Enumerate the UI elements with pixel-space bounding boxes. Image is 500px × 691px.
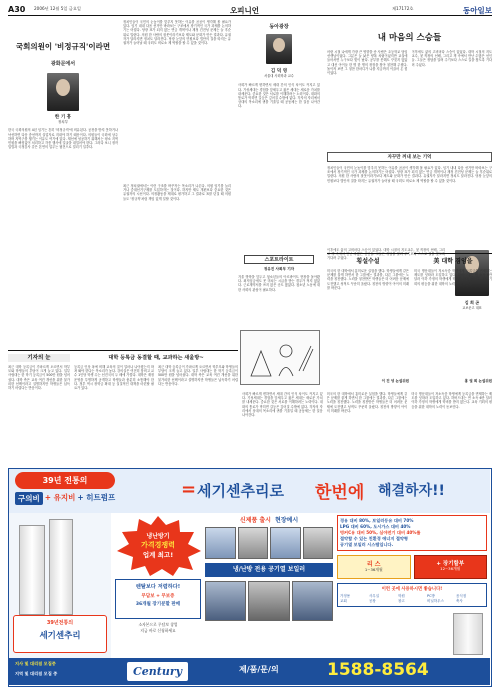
install-label: + 장기할부	[436, 561, 465, 567]
writer-title: 서울대 사회학과 교수	[264, 74, 294, 78]
center-title-1: 신제품 출시	[239, 517, 271, 524]
brand-3: + 히트펌프	[77, 493, 116, 502]
checklist-item: 창고	[398, 599, 405, 604]
column-tuition	[74, 354, 238, 464]
column-4	[327, 20, 492, 245]
section-title: 오피니언	[230, 6, 259, 15]
checklist-item: 음식점	[456, 594, 467, 598]
rental-title: 렌탈보다 저렴하다!	[135, 584, 181, 590]
ad-badge: 39년 전통의	[15, 472, 115, 489]
center-title-2: 현장예시	[274, 517, 299, 524]
column-3	[238, 20, 320, 248]
column-3-body-3: 미국의 한 대학에서 흥미로운 실험을 했다. 학생들에게 같은 문제를 풀게 하면서 한 그룹에는 결과를, 다른 그룹에는 노력을 칭찬했다. 노력을 칭찬받은 학생들은 더 어려운 문제에 도전했고 성적도 꾸준히 올랐다. 칭찬의 방향이 아이의 미래를 바꾼다.	[326, 392, 408, 413]
issue-date: 2006년 12월 5일 금요일	[34, 6, 81, 11]
small-note-1: 소자본으로 무담보 창업	[138, 622, 178, 627]
checklist-item: 축사	[456, 599, 463, 604]
install-box	[414, 555, 488, 579]
ad-center-panel	[205, 515, 333, 658]
cartoon-illustration	[240, 330, 320, 385]
columnist-dept: 정치부	[57, 120, 69, 124]
dongapark-label: 동아광장	[269, 24, 289, 30]
footer-label: 제/품/문/의	[239, 665, 279, 674]
page-header	[8, 4, 492, 16]
center-title	[205, 515, 333, 524]
ad-brands	[15, 492, 115, 505]
starburst-line-1: 냉난방기	[146, 533, 170, 540]
column-reporter-eye	[8, 354, 70, 464]
footer-note-1: 지사 및 대리점 모집중	[15, 661, 56, 666]
column-1	[8, 20, 118, 348]
boiler-text	[337, 515, 487, 551]
advertisement	[8, 468, 492, 687]
reporter-eye-headline: 기자의 눈	[8, 354, 70, 362]
usuniv-body: 미국 명문대들이 저소득층 학생에게 등록금을 면제하는 제도를 잇따라 도입하고 있다. 하버드대는 연 소득 6만 달러 이하 가정의 학생에게 학비를 받지 않는다. 교육 기회의 평등을 위한 대학의 노력이 돋보인다.	[414, 269, 492, 286]
century-logo: Century	[127, 662, 188, 681]
ad-headline-3: 해결하자!!	[378, 483, 445, 499]
checklist-items	[340, 594, 484, 604]
anniv-brand: 세기센추리	[39, 631, 81, 641]
tuition-body-2: 최근 대학 등록금이 가파르게 오르면서 학부모와 학생들의 부담이 크게 늘고 있다. 일부 사립대는 한 학기 등록금이 500만 원을 넘어섰다. 대학 측은 교육 여건 개선을 위한 불가피한 선택이라고 설명하지만 학생들은 납득하기 어렵다는 반응이다.	[158, 365, 238, 386]
ad-left-panel	[9, 513, 111, 658]
byline-name: 김 희 곤	[464, 300, 480, 305]
column-4-body-2: 이후에도 삶의 고비마다 스승이 있었다. 대학 시절의 지도교수, 첫 직장의 선배, 그리고 책 속에서 만난 수많은 선인들. 그들은 정답을 알려 주기보다 스스로 길을 찾도록 기다려 주었다.	[411, 50, 492, 67]
usuniv-headline: 美 대학 겸임을	[433, 258, 473, 265]
column-3-continued	[242, 392, 492, 464]
column-3-body-2: 사회가 빠르게 변하면서 세대 간의 인식 차이도 커지고 있다. 기성세대는 경험을 앞세우고 젊은 세대는 새로운 가치를 내세운다. 중요한 것은 서로를 이해하려는 노력이다. 대화의 통로가 막히면 갈등은 깊어질 수밖에 없다. 각자의 자리에서 상대의 목소리에 귀를 기울일 때 공동체는 한 걸음 나아간다.	[242, 392, 323, 418]
boiler-line-1: 경유 대비 80%, 보일러등유 대비 70%	[340, 518, 414, 523]
column-1-headline: 국회의원이 '비정규직'이라면	[15, 42, 111, 51]
spotlight-writer: 정유진 사회부 기자	[263, 267, 295, 271]
column-1-tag: 광화문에서	[50, 61, 76, 67]
writer-name: 김 덕 영	[270, 69, 288, 74]
column-3-body: 사회가 빠르게 변하면서 세대 간의 인식 차이도 커지고 있다. 기성세대는 경험을 앞세우고 젊은 세대는 새로운 가치를 내세운다. 중요한 것은 서로를 이해하려는 노력이다. 대화의 통로가 막히면 갈등은 깊어질 수밖에 없다. 각자의 자리에서 상대의 목소리에 귀를 기울일 때 공동체는 한 걸음 나아간다.	[238, 83, 320, 109]
ac-unit-1	[19, 525, 45, 615]
hoengseol-byline: 이 진 녕 논설위원	[381, 379, 409, 383]
column-hoengseol	[327, 253, 409, 393]
tuition-headline: 대학 등록금 동결할 때, 교과하는 새울방~	[108, 355, 204, 361]
boiler-line-2: LPG 대비 60%, 도시가스 대비 40%	[340, 524, 411, 529]
checklist-item: 교회	[340, 599, 347, 604]
column-4-subhead: 자꾸만 꺼내 보는 기억	[327, 152, 492, 162]
column-4-body-3: 정치인들이 국민의 눈높이를 맞추지 못하는 이유를 곰곰이 생각해 볼 필요가 있다. 임기 내내 다음 선거만 바라보는 구조에서 장기적인 국가 과제를 논의하기는 어렵다. 당장 표가 되지 않는 연금 개혁이나 재정 건전성 문제는 늘 후순위로 밀린다. 의원 한 사람의 잘못이라기보다 제도와 문화가 만든 결과다. 유권자가 달라지면 정치도 달라진다. 당장 눈앞의 민원보다 법안의 질을 따지는 유권자가 늘어날 때 국회도 비로소 제 역할을 할 수 있을 것이다.	[327, 166, 492, 183]
checklist-title: 이런 곳에 사용하시면 좋습니다!	[381, 587, 443, 592]
writer-photo	[266, 34, 292, 64]
hoengseol-headline: 횡설수설	[356, 258, 380, 265]
lease-label: 리 스	[366, 561, 381, 568]
ac-unit-2	[49, 519, 73, 615]
columnist-name: 한 기 흥	[54, 115, 72, 120]
checklist-item: 학원	[398, 594, 405, 598]
small-note-2: 지금 바로 신청하세요	[140, 628, 176, 634]
footer-note-2: 지역 및 대리점 모집 중	[15, 671, 58, 676]
ad-headline: 세기센추리로	[197, 482, 284, 500]
ad-anniv	[13, 615, 107, 653]
install-sub: 12~36개월	[440, 566, 461, 571]
brand-1: 구의비	[15, 492, 43, 505]
column-4-body-4: 이후에도 삶의 고비마다 스승이 있었다. 대학 시절의 지도교수, 첫 직장의 선배, 그리고 책 속에서 만난 수많은 선인들. 그들은 정답을 알려 주기보다 스스로 길을 찾도록 기다려 주었다.	[327, 248, 445, 261]
column-3-body-4: 미국 명문대들이 저소득층 학생에게 등록금을 면제하는 제도를 잇따라 도입하고 있다. 하버드대는 연 소득 6만 달러 이하 가정의 학생에게 학비를 받지 않는다. 교육 기회의 평등을 위한 대학의 노력이 돋보인다.	[411, 392, 493, 409]
ad-equals: =	[181, 479, 197, 500]
starburst-line-2: 가격경쟁력	[141, 541, 175, 549]
brand-2: + 유지비	[44, 493, 76, 502]
reporter-eye-body: 최근 대학 등록금이 가파르게 오르면서 학부모와 학생들의 부담이 크게 늘고 있다. 일부 사립대는 한 학기 등록금이 500만 원을 넘어섰다. 대학 측은 교육 여건 개선을 위한 불가피한 선택이라고 설명하지만 학생들은 납득하기 어렵다는 반응이다.	[8, 365, 70, 391]
column-4-body: 어린 시절 나에게 가장 큰 영향을 준 사람은 초등학교 담임 선생님이었다. 그분은 늘 낡은 양복 차림이었지만 교실에 들어서면 누구보다 빛이 났다. 공부를 못해도 꾸짖지 않았고 대신 아이들 한 명 한 명의 장점을 찾아 칭찬해 주셨다. 돌이켜 보면 그 칭찬 한마디가 나를 지금까지 이끌어 온 힘이었다.	[327, 50, 408, 76]
column-2-body-2: 최근 정치권에서는 이런 구조를 바꾸자는 목소리가 나온다. 의원 임기를 늘리거나 중대선거구제를 도입하자는 것이다. 하지만 제도 개편보다 중요한 것은 유권자의 시선이다. 의정활동을 제대로 평가하고 그 결과로 표를 던질 때 의원들도 '정규직'처럼 책임 있게 일할 것이다.	[123, 184, 231, 201]
checklist-item: 사무실	[369, 594, 380, 598]
checklist-item: PC방	[427, 594, 435, 598]
phone-number[interactable]: 1588-8564	[327, 660, 429, 680]
spotlight-body: 겨울 방학을 앞두고 청소년들의 아르바이트 현장을 돌아봤다. 최저임금에도 못 미치는 시급을 받는 경우가 적지 않았다. 근로계약서를 쓰지 않은 곳도 많았다. 청소년 노동에 대한 사회의 관심이 필요하다.	[238, 275, 320, 292]
hoengseol-body: 미국의 한 대학에서 흥미로운 실험을 했다. 학생들에게 같은 문제를 풀게 하면서 한 그룹에는 결과를, 다른 그룹에는 노력을 칭찬했다. 노력을 칭찬받은 학생들은 더 어려운 문제에 도전했고 성적도 꾸준히 올랐다. 칭찬의 방향이 아이의 미래를 바꾼다.	[327, 269, 409, 290]
lease-row	[337, 555, 487, 579]
ad-small-notes	[115, 623, 201, 634]
column-1-body: 한국 국회의원의 4년 임기는 흔히 '비정규직'에 비유된다. 공천을 받지 못하거나 낙선하면 다음 총선까지 실업자로 지내야 하기 때문이다. 의원들이 국회에 상주하며 지역구를 챙기는 이유도 여기에 있다. 재선에 성공하기 위해서는 평소 지역 민원을 빠짐없이 처리하고 각종 행사에 얼굴을 내밀어야 한다. 그러다 보니 정작 입법과 국정감사 같은 본연의 업무는 뒷전으로 밀리기 일쑤다.	[8, 128, 118, 150]
ad-footer	[9, 658, 490, 685]
ad-headline-2: 한번에	[315, 483, 365, 503]
page-number: A30	[8, 5, 26, 14]
column-2	[123, 20, 231, 348]
checklist-item: 비닐하우스	[427, 599, 444, 604]
columnist-photo	[47, 73, 79, 111]
checklist-box	[337, 583, 487, 607]
ad-right-panel	[337, 515, 487, 658]
newspaper-logo: 동아일보	[463, 6, 492, 15]
checklist-item: 공장	[369, 599, 376, 604]
boiler-line-5: 공기열 보일러 시스템입니다.	[340, 542, 394, 547]
tuition-body: 등록금 인상 폭에 비해 교육의 질이 얼마나 나아졌는지 따져 봐야 한다는 목소리가 높다. 강의실은 여전히 붐비고 교수 1인당 학생 수는 선진국의 두 배에 가깝다. 대학은 재정 운영을 투명하게 공개하고 학생들과 충분히 소통해야 한다. 정부 역시 장학금 확대 등 실질적인 대책을 마련할 필요가 있다.	[74, 365, 154, 391]
column-4-headline: 내 마음의 스승들	[377, 33, 442, 43]
rental-sub: 무담보 + 무보증	[141, 594, 175, 599]
spotlight-label: 스포트라이트	[244, 255, 314, 264]
boiler-line-4: 절약할 수 있는 친환경 에너지 절약형	[340, 536, 408, 541]
checklist-item: 가정용	[340, 594, 351, 598]
byline-title: 교보문고 대표	[462, 306, 482, 310]
product-photo-row	[205, 527, 333, 559]
usuniv-byline: 홍 권 희 논설위원	[464, 379, 492, 383]
lease-box	[337, 555, 411, 579]
lease-sub: 1~36개월	[364, 567, 383, 572]
section-divider	[8, 350, 238, 351]
starburst-line-3: 업계 최고!	[142, 551, 174, 559]
rental-sub-2: 36개월 장기분할 판매	[135, 602, 181, 607]
boiler-unit	[453, 613, 483, 655]
site-photo-row	[205, 581, 333, 621]
ad-rental-box	[115, 579, 201, 619]
ad-top-banner	[9, 469, 490, 513]
boiler-line-3: 벙커C유 대비 50%, 심야전기 대비 40%를	[340, 530, 421, 535]
anniv-label: 39년전통의	[46, 620, 74, 626]
center-banner: 냉/난방 전용 공기열 보일러	[205, 563, 333, 577]
ad-starburst	[113, 515, 203, 577]
column-usuniv	[414, 253, 492, 393]
edition-number: 제17172호	[392, 6, 414, 11]
column-2-body: 정치인들이 국민의 눈높이를 맞추지 못하는 이유를 곰곰이 생각해 볼 필요가 있다. 임기 내내 다음 선거만 바라보는 구조에서 장기적인 국가 과제를 논의하기는 어렵다. 당장 표가 되지 않는 연금 개혁이나 재정 건전성 문제는 늘 후순위로 밀린다. 의원 한 사람의 잘못이라기보다 제도와 문화가 만든 결과다. 유권자가 달라지면 정치도 달라진다. 당장 눈앞의 민원보다 법안의 질을 따지는 유권자가 늘어날 때 국회도 비로소 제 역할을 할 수 있을 것이다.	[123, 20, 231, 46]
